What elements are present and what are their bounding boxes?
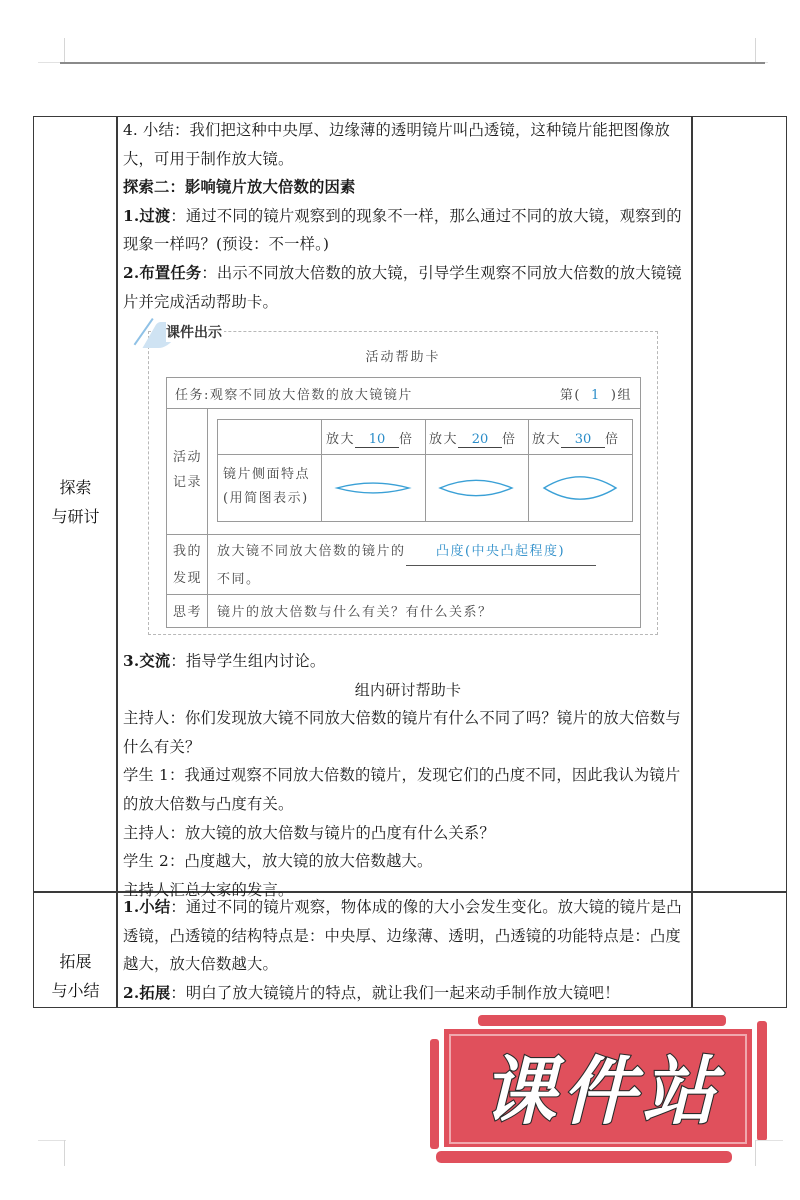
dialogue-line: 学生 2：凸度越大，放大镜的放大倍数越大。	[123, 852, 433, 871]
magnify-header-10	[326, 428, 414, 448]
column-divider-label	[116, 117, 118, 1007]
row-label-extend-line2: 与小结	[51, 981, 100, 1000]
stamp-left-edge	[430, 1039, 439, 1149]
transition-label: 1.过渡	[123, 206, 171, 225]
lens-sketch-10x	[337, 483, 409, 493]
header-rule	[60, 62, 765, 64]
exchange-text: ：指导学生组内讨论。	[170, 652, 326, 670]
row-label-extend-line1: 拓展	[59, 952, 92, 971]
task-label: 2.布置任务	[123, 263, 202, 282]
finding-label	[173, 538, 202, 592]
task-row-divider	[167, 408, 640, 409]
magnify-value: 10	[355, 432, 399, 448]
record-label	[173, 445, 202, 495]
extend-summary-paragraph	[123, 893, 693, 979]
lens-feature-line1: 镜片侧面特点	[223, 467, 311, 482]
stamp-text: 课件站	[482, 1049, 722, 1135]
dialogue-line: 主持人汇总大家的发言。	[123, 880, 294, 899]
think-row-divider	[167, 594, 640, 595]
lens-sketch-20x	[440, 480, 512, 495]
magnify-suffix: 倍	[502, 432, 517, 447]
group-suffix: )组	[610, 388, 632, 403]
group-number: 1	[591, 388, 601, 403]
exchange-paragraph	[123, 647, 693, 676]
record-label-line2: 记录	[173, 475, 203, 490]
transition-text: ：通过不同的镜片观察到的现象不一样，那么通过不同的放大镜，观察到的现象一样吗？(预设：不一样。)	[123, 206, 682, 254]
magnify-prefix: 放大	[532, 432, 562, 447]
dialogue-line: 主持人：放大镜的放大倍数与镜片的凸度有什么关系？	[123, 823, 495, 842]
finding-row-divider	[167, 534, 640, 535]
magnify-value: 20	[458, 432, 502, 448]
activity-card-title: 活动帮助卡	[365, 350, 441, 365]
watermark-stamp	[430, 1013, 770, 1169]
finding-text	[217, 538, 596, 593]
footer-corner-mark-left	[64, 1140, 65, 1166]
record-grid	[217, 419, 633, 522]
finding-label-line1: 我的	[173, 544, 203, 559]
summary-paragraph: 4. 小结：我们把这种中央厚、边缘薄的透明镜片叫凸透镜，这种镜片能把图像放大，可用于制作放大镜。	[123, 121, 670, 168]
group-prefix: 第(	[559, 388, 581, 403]
courseware-badge-label: 课件出示	[166, 322, 224, 342]
row-label-explore-line1: 探索	[59, 478, 92, 497]
exchange-label: 3.交流	[123, 652, 171, 670]
footer-margin-line-left	[38, 1140, 66, 1141]
dialogue-line: 主持人：你们发现放大镜不同放大倍数的镜片有什么不同了吗？镜片的放大倍数与什么有关？	[123, 709, 681, 756]
magnify-suffix: 倍	[399, 432, 414, 447]
extend-summary-label: 1.小结	[123, 898, 171, 916]
extend-text: ：明白了放大镜镜片的特点，就让我们一起来动手制作放大镜吧！	[170, 983, 620, 1002]
think-text: 镜片的放大倍数与什么有关？有什么关系？	[217, 605, 493, 620]
footer-margin-line-right	[755, 1140, 783, 1141]
lens-sketches	[218, 455, 632, 521]
header-corner-mark-left	[64, 38, 65, 62]
group-number-field	[560, 384, 632, 403]
magnify-suffix: 倍	[605, 432, 620, 447]
record-label-line1: 活动	[173, 450, 203, 465]
task-text: ：出示不同放大倍数的放大镜，引导学生观察不同放大倍数的放大镜镜片并完成活动帮助卡。	[123, 263, 682, 311]
task-paragraph	[123, 259, 693, 316]
finding-answer: 凸度(中央凸起程度)	[406, 538, 596, 566]
activity-card-table	[166, 377, 641, 628]
task-row	[175, 384, 413, 403]
finding-suffix: 不同。	[217, 572, 261, 587]
finding-prefix: 放大镜不同放大倍数的镜片的	[217, 544, 406, 559]
stamp-bottom-edge	[436, 1151, 732, 1163]
stamp-top-edge	[478, 1015, 726, 1026]
magnify-header-20	[429, 428, 517, 448]
header-corner-mark-right	[755, 38, 756, 62]
stamp-right-edge	[757, 1021, 767, 1141]
extend-label: 2.拓展	[123, 983, 171, 1002]
explore2-title: 探索二：影响镜片放大倍数的因素	[123, 178, 356, 197]
think-label: 思考	[173, 605, 203, 620]
lens-sketch-30x	[544, 477, 616, 499]
explore-content-top	[123, 116, 693, 316]
row-label-extend	[34, 947, 117, 1005]
extend-content	[123, 893, 693, 1007]
lens-feature-line2: (用简图表示)	[223, 491, 309, 506]
magnify-prefix: 放大	[429, 432, 459, 447]
magnify-header-30	[532, 428, 620, 448]
finding-label-line2: 发现	[173, 571, 203, 586]
task-row-colon: :	[204, 388, 210, 403]
magnify-prefix: 放大	[326, 432, 356, 447]
footer-corner-mark-right	[755, 1140, 756, 1166]
transition-paragraph	[123, 202, 693, 259]
magnify-value: 30	[561, 432, 605, 448]
extend-summary-text: ：通过不同的镜片观察，物体成的像的大小会发生变化。放大镜的镜片是凸透镜，凸透镜的结构特点是：中央厚、边缘薄、透明，凸透镜的功能特点是：凸度越大，放大倍数越大。	[123, 898, 682, 974]
dialogue-line: 学生 1：我通过观察不同放大倍数的镜片，发现它们的凸度不同，因此我认为镜片的放大倍数与凸度有关。	[123, 766, 681, 813]
task-row-text: 观察不同放大倍数的放大镜镜片	[209, 388, 413, 403]
row-label-explore	[34, 473, 117, 531]
task-row-label: 任务	[175, 388, 205, 403]
discussion-card-title: 组内研讨帮助卡	[354, 680, 462, 699]
explore-content-bottom	[123, 647, 693, 904]
finding-line1	[217, 538, 596, 566]
extend-paragraph	[123, 979, 693, 1008]
row-label-explore-line2: 与研讨	[51, 507, 100, 526]
